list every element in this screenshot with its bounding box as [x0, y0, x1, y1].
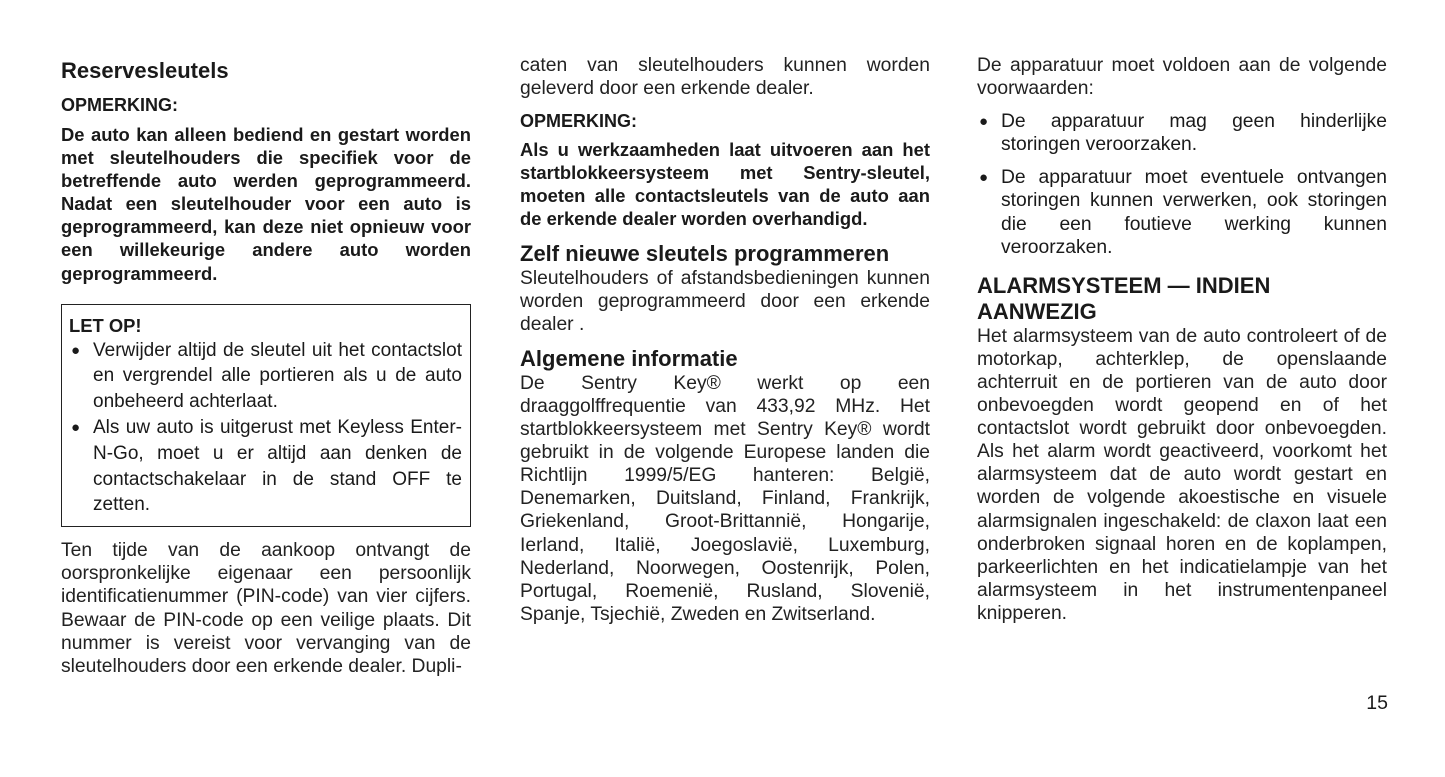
- pin-paragraph: Ten tijde van de aankoop ontvangt de oorspronkelijke eigenaar een persoonlijk identificatienummer (PIN-code) van vier cijfers. Bewaar de PIN-code op een veilige plaats. Dit nummer is vereist voor vervanging van de sleutelhouders door een erkende dealer. Dupli-: [61, 540, 471, 677]
- section-heading-reservesleutels: Reservesleutels: [61, 58, 229, 83]
- intro-paragraph: De apparatuur moet voldoen aan de volgende voorwaarden:: [977, 55, 1387, 100]
- bullet-icon: ●: [71, 341, 81, 359]
- note-text: De auto kan alleen bediend en gestart worden met sleutelhouders die specifiek voor de betreffende auto werden geprogrammeerd. Nadat een sleutelhouder voor een auto is geprogrammeerd, kan deze niet opnieuw voor een willekeurige andere auto worden geprogrammeerd.: [61, 124, 471, 284]
- note-label: OPMERKING:: [61, 95, 178, 115]
- page-number: 15: [1366, 692, 1388, 714]
- bullet-icon: ●: [979, 169, 989, 187]
- section-heading-alarmsysteem: ALARMSYSTEEM — INDIEN AANWEZIG: [977, 272, 1271, 324]
- warning-label: LET OP!: [69, 314, 142, 336]
- note-text: Als u werkzaamheden laat uitvoeren aan het startblokkeersysteem met Sentry-sleutel, moeten alle contactsleutels van de auto aan de erkende dealer worden overhandigd.: [520, 139, 930, 230]
- column-2: [520, 54, 930, 626]
- warning-item: ● Als uw auto is uitgerust met Keyless Enter-N-Go, moet u er altijd aan denken de contactschakelaar in de stand OFF te zetten.: [69, 415, 462, 518]
- bullet-icon: ●: [979, 113, 989, 131]
- programmeren-paragraph: Sleutelhouders of afstandsbedieningen kunnen worden geprogrammeerd door een erkende dealer .: [520, 267, 930, 335]
- bullet-icon: ●: [71, 419, 81, 437]
- column-1: [61, 54, 471, 678]
- note-label: OPMERKING:: [520, 111, 637, 132]
- list-item: ● De apparatuur moet eventuele ontvangen storingen kunnen verwerken, ook storingen die een foutieve werking kunnen veroorzaken.: [979, 167, 1387, 258]
- warning-item: ● Verwijder altijd de sleutel uit het contactslot en vergrendel alle portieren als u de auto onbeheerd achterlaat.: [69, 338, 462, 415]
- section-heading-programmeren: Zelf nieuwe sleutels programmeren: [520, 240, 890, 266]
- column-3: [977, 54, 1387, 625]
- continuation-paragraph: caten van sleutelhouders kunnen worden geleverd door een erkende dealer.: [520, 55, 930, 100]
- warning-box: [61, 304, 471, 528]
- list-item: ● De apparatuur mag geen hinderlijke storingen veroorzaken.: [979, 111, 1387, 156]
- section-heading-algemene-informatie: Algemene informatie: [520, 345, 738, 371]
- alarmsysteem-paragraph: Het alarmsysteem van de auto controleert of de motorkap, achterklep, de openslaande achterruit en de portieren van de auto door onbevoegden wordt geopend en of het contactslot wordt gebruikt door onbevoegden. Als het alarm wordt geactiveerd, voorkomt het alarmsysteem dat de auto wordt gestart en worden de volgende akoestische en visuele alarmsignalen ingeschakeld: de claxon laat een onderbroken signaal horen en de koplampen, parkeerlichten en het indicatielampje van het alarmsysteem in het instrumentenpaneel knipperen.: [977, 325, 1387, 624]
- algemene-informatie-paragraph: De Sentry Key® werkt op een draaggolffrequentie van 433,92 MHz. Het startblokkeersysteem met Sentry Key® wordt gebruikt in de volgende Europese landen die Richtlijn 1999/5/EG hanteren: België, Denemarken, Duitsland, Finland, Frankrijk, Griekenland, Groot-Brittannië, Hongarije, Ierland, Italië, Joegoslavië, Luxemburg, Nederland, Noorwegen, Oostenrijk, Polen, Portugal, Roemenië, Rusland, Slovenië, Spanje, Tsjechië, Zweden en Zwitserland.: [520, 372, 930, 625]
